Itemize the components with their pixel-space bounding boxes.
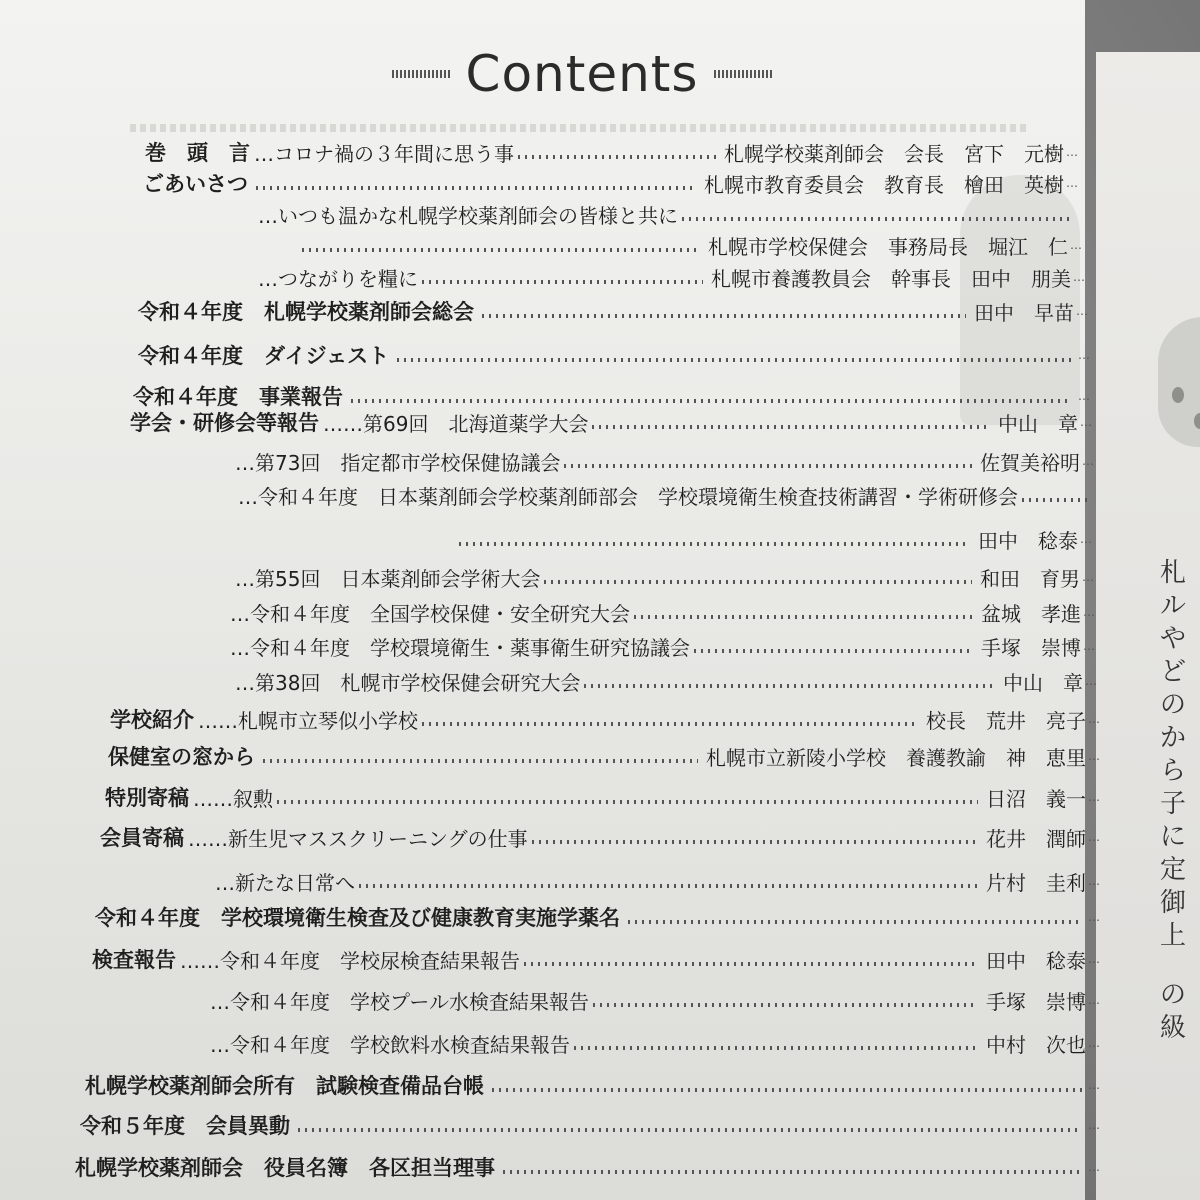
dot-leader bbox=[302, 248, 700, 252]
toc-author: 札幌市学校保健会 事務局長 堀江 仁 bbox=[708, 234, 1068, 259]
toc-entry bbox=[75, 1152, 1100, 1182]
toc-article-title: …令和４年度 学校飲料水検査結果報告 bbox=[210, 1032, 570, 1057]
dot-leader bbox=[544, 580, 972, 584]
toc-section-title: 学会・研修会等報告 bbox=[130, 411, 319, 435]
right-page-glyph: 御 bbox=[1160, 888, 1187, 918]
toc-author: 中山 章 bbox=[1003, 670, 1083, 695]
toc-author: 和田 育男 bbox=[980, 566, 1080, 591]
drop-icon bbox=[1172, 387, 1184, 403]
toc-article-title: ……新生児マススクリーニングの仕事 bbox=[188, 826, 528, 851]
toc-entry bbox=[210, 985, 1100, 1015]
dot-leader bbox=[263, 759, 698, 763]
right-page-glyph: 定 bbox=[1160, 855, 1187, 885]
right-page-glyph: 子 bbox=[1160, 789, 1187, 819]
right-page-glyph: 級 bbox=[1160, 1013, 1187, 1043]
toc-entry bbox=[143, 168, 1078, 198]
toc-author: 札幌市立新陵小学校 養護教諭 神 恵里 bbox=[706, 745, 1086, 770]
toc-section-title: 検査報告 bbox=[92, 948, 176, 972]
toc-page-ref: … bbox=[1070, 238, 1082, 252]
toc-entry bbox=[238, 480, 1094, 510]
toc-entry bbox=[298, 230, 1082, 260]
dot-leader bbox=[634, 615, 973, 619]
toc-entry bbox=[230, 631, 1095, 661]
dot-leader bbox=[593, 1003, 978, 1007]
toc-section-title: 会員寄稿 bbox=[100, 826, 184, 850]
toc-entry bbox=[110, 704, 1100, 734]
right-page-glyph: どの bbox=[1160, 657, 1187, 720]
toc-section-title: 学校紹介 bbox=[110, 708, 194, 732]
toc-section-title: 令和４年度 事業報告 bbox=[133, 385, 343, 409]
toc-section-title: 保健室の窓から bbox=[108, 745, 255, 769]
toc-section-title: 令和４年度 学校環境衛生検査及び健康教育実施学薬名 bbox=[95, 906, 620, 930]
toc-author: 手塚 崇博 bbox=[986, 989, 1086, 1014]
toc-author: 校長 荒井 亮子 bbox=[926, 708, 1086, 733]
toc-entry bbox=[130, 407, 1092, 437]
toc-article-title: ……札幌市立琴似小学校 bbox=[198, 708, 418, 733]
dot-leader bbox=[492, 1088, 1082, 1092]
toc-page-ref: … bbox=[1066, 176, 1078, 190]
toc-entry bbox=[108, 741, 1100, 771]
toc-article-title: …第73回 指定都市学校保健協議会 bbox=[235, 450, 561, 475]
toc-entry bbox=[138, 340, 1090, 370]
dot-leader bbox=[459, 542, 970, 546]
dot-leader bbox=[397, 358, 1072, 362]
toc-article-title: …令和４年度 全国学校保健・安全研究大会 bbox=[230, 601, 630, 626]
toc-section-title: ごあいさつ bbox=[143, 172, 248, 196]
toc-article-title: …つながりを糧に bbox=[258, 266, 418, 291]
toc-page-ref: … bbox=[1076, 304, 1088, 318]
dot-leader bbox=[1022, 498, 1090, 502]
toc-page-ref: … bbox=[1078, 389, 1090, 403]
toc-author: 田中 早苗 bbox=[974, 300, 1074, 325]
dot-leader bbox=[503, 1170, 1082, 1174]
toc-entry bbox=[235, 562, 1094, 592]
toc-page-ref: … bbox=[1088, 1036, 1100, 1050]
toc-entry bbox=[235, 446, 1094, 476]
page-title: Contents bbox=[465, 45, 699, 103]
toc-page-ref: … bbox=[1088, 1078, 1100, 1092]
dot-leader bbox=[524, 962, 978, 966]
toc-entry bbox=[138, 296, 1088, 326]
toc-entry bbox=[95, 902, 1100, 932]
toc-page-ref: … bbox=[1088, 952, 1100, 966]
toc-entry bbox=[235, 666, 1097, 696]
toc-author: 中村 次也 bbox=[986, 1032, 1086, 1057]
toc-entry bbox=[455, 524, 1092, 554]
right-page bbox=[1096, 52, 1200, 1200]
illustration-icon bbox=[1158, 317, 1200, 447]
drop-icon bbox=[1194, 413, 1200, 429]
toc-section-title: 令和５年度 会員異動 bbox=[80, 1114, 290, 1138]
toc-article-title: …令和４年度 学校プール水検査結果報告 bbox=[210, 989, 589, 1014]
toc-page-ref: … bbox=[1078, 348, 1090, 362]
dot-leader bbox=[298, 1128, 1082, 1132]
toc-article-title: …令和４年度 学校環境衛生・薬事衛生研究協議会 bbox=[230, 635, 690, 660]
toc-entry bbox=[85, 1070, 1100, 1100]
dot-leader bbox=[532, 840, 978, 844]
toc-page-ref: … bbox=[1088, 790, 1100, 804]
toc-author: 中山 章 bbox=[998, 411, 1078, 436]
dot-leader bbox=[584, 684, 995, 688]
toc-article-title: …いつも温かな札幌学校薬剤師会の皆様と共に bbox=[258, 203, 678, 228]
right-page-glyph: に bbox=[1160, 822, 1187, 852]
toc-page-ref: … bbox=[1066, 145, 1078, 159]
toc-author: 田中 稔泰 bbox=[986, 948, 1086, 973]
toc-article-title: …第55回 日本薬剤師会学術大会 bbox=[235, 566, 541, 591]
toc-page-ref: … bbox=[1088, 1118, 1100, 1132]
dot-leader bbox=[682, 217, 1074, 221]
toc-section-title: 令和４年度 札幌学校薬剤師会総会 bbox=[138, 300, 474, 324]
toc-page-ref: … bbox=[1088, 749, 1100, 763]
toc-section-title: 札幌学校薬剤師会 役員名簿 各区担当理事 bbox=[75, 1156, 495, 1180]
dot-leader bbox=[277, 800, 978, 804]
toc-article-title: …新たな日常へ bbox=[215, 870, 355, 895]
toc-author: 日沼 義一 bbox=[986, 786, 1086, 811]
dot-leader bbox=[482, 314, 966, 318]
toc-article-title: ……第69回 北海道薬学大会 bbox=[323, 411, 589, 436]
right-page-glyph: 札 bbox=[1160, 558, 1187, 588]
toc-entry bbox=[215, 866, 1100, 896]
toc-page-ref: … bbox=[1088, 874, 1100, 888]
toc-author: 手塚 崇博 bbox=[981, 635, 1081, 660]
toc-entry bbox=[92, 944, 1100, 974]
toc-entry bbox=[258, 262, 1085, 292]
toc-page-ref: … bbox=[1088, 910, 1100, 924]
toc-entry bbox=[210, 1028, 1100, 1058]
toc-entry bbox=[145, 137, 1078, 167]
toc-section-title: 令和４年度 ダイジェスト bbox=[138, 344, 390, 368]
toc-author: 花井 潤師 bbox=[986, 826, 1086, 851]
toc-entry bbox=[230, 597, 1095, 627]
right-page-glyph: から bbox=[1160, 723, 1187, 786]
toc-page-ref: … bbox=[1088, 1160, 1100, 1174]
toc-article-title: …第38回 札幌市学校保健会研究大会 bbox=[235, 670, 581, 695]
dot-leader bbox=[628, 920, 1082, 924]
toc-page-ref: … bbox=[1080, 532, 1092, 546]
dot-leader bbox=[694, 649, 973, 653]
toc-entry bbox=[105, 782, 1100, 812]
toc-section-title: 札幌学校薬剤師会所有 試験検査備品台帳 bbox=[85, 1074, 484, 1098]
toc-article-title: …令和４年度 日本薬剤師会学校薬剤師部会 学校環境衛生検査技術講習・学術研修会 bbox=[238, 484, 1018, 509]
right-page-glyph: の bbox=[1160, 980, 1187, 1010]
dot-leader bbox=[422, 722, 918, 726]
dot-leader bbox=[518, 155, 716, 159]
dot-leader bbox=[359, 884, 978, 888]
toc-article-title: …コロナ禍の３年間に思う事 bbox=[254, 141, 514, 166]
toc-page-ref: … bbox=[1082, 454, 1094, 468]
toc-page-ref: … bbox=[1085, 674, 1097, 688]
toc-section-title: 特別寄稿 bbox=[105, 786, 189, 810]
right-page-glyph: ルや bbox=[1160, 591, 1187, 654]
dot-leader bbox=[256, 186, 696, 190]
dot-leader bbox=[422, 280, 703, 284]
toc-author: 札幌市教育委員会 教育長 檜田 英樹 bbox=[704, 172, 1064, 197]
toc-page-ref: … bbox=[1088, 830, 1100, 844]
toc-author: 田中 稔泰 bbox=[978, 528, 1078, 553]
dot-leader bbox=[574, 1046, 978, 1050]
toc-page-ref: … bbox=[1083, 605, 1095, 619]
toc-page-ref: … bbox=[1088, 993, 1100, 1007]
right-page-text bbox=[1160, 557, 1200, 1045]
toc-article-title: ……叙勲 bbox=[193, 786, 273, 811]
toc-entry bbox=[80, 1110, 1100, 1140]
toc-author: 佐賀美裕明 bbox=[980, 450, 1080, 475]
dot-leader bbox=[564, 464, 972, 468]
toc-page-ref: … bbox=[1088, 712, 1100, 726]
toc-author: 札幌学校薬剤師会 会長 宮下 元樹 bbox=[724, 141, 1064, 166]
toc-author: 片村 圭利 bbox=[986, 870, 1086, 895]
dot-leader bbox=[592, 425, 990, 429]
toc-page-ref: … bbox=[1082, 570, 1094, 584]
toc-page-ref: … bbox=[1073, 270, 1085, 284]
toc-entry bbox=[100, 822, 1100, 852]
dot-leader bbox=[351, 399, 1072, 403]
toc-article-title: ……令和４年度 学校尿検査結果報告 bbox=[180, 948, 520, 973]
toc-entry bbox=[258, 199, 1078, 229]
toc-page-ref: … bbox=[1083, 639, 1095, 653]
right-page-glyph: 上 bbox=[1160, 921, 1187, 951]
toc-page-ref: … bbox=[1080, 415, 1092, 429]
toc-author: 札幌市養護教員会 幹事長 田中 朋美 bbox=[711, 266, 1071, 291]
toc-author: 盆城 孝進 bbox=[981, 601, 1081, 626]
toc-section-title: 巻 頭 言 bbox=[145, 141, 250, 165]
